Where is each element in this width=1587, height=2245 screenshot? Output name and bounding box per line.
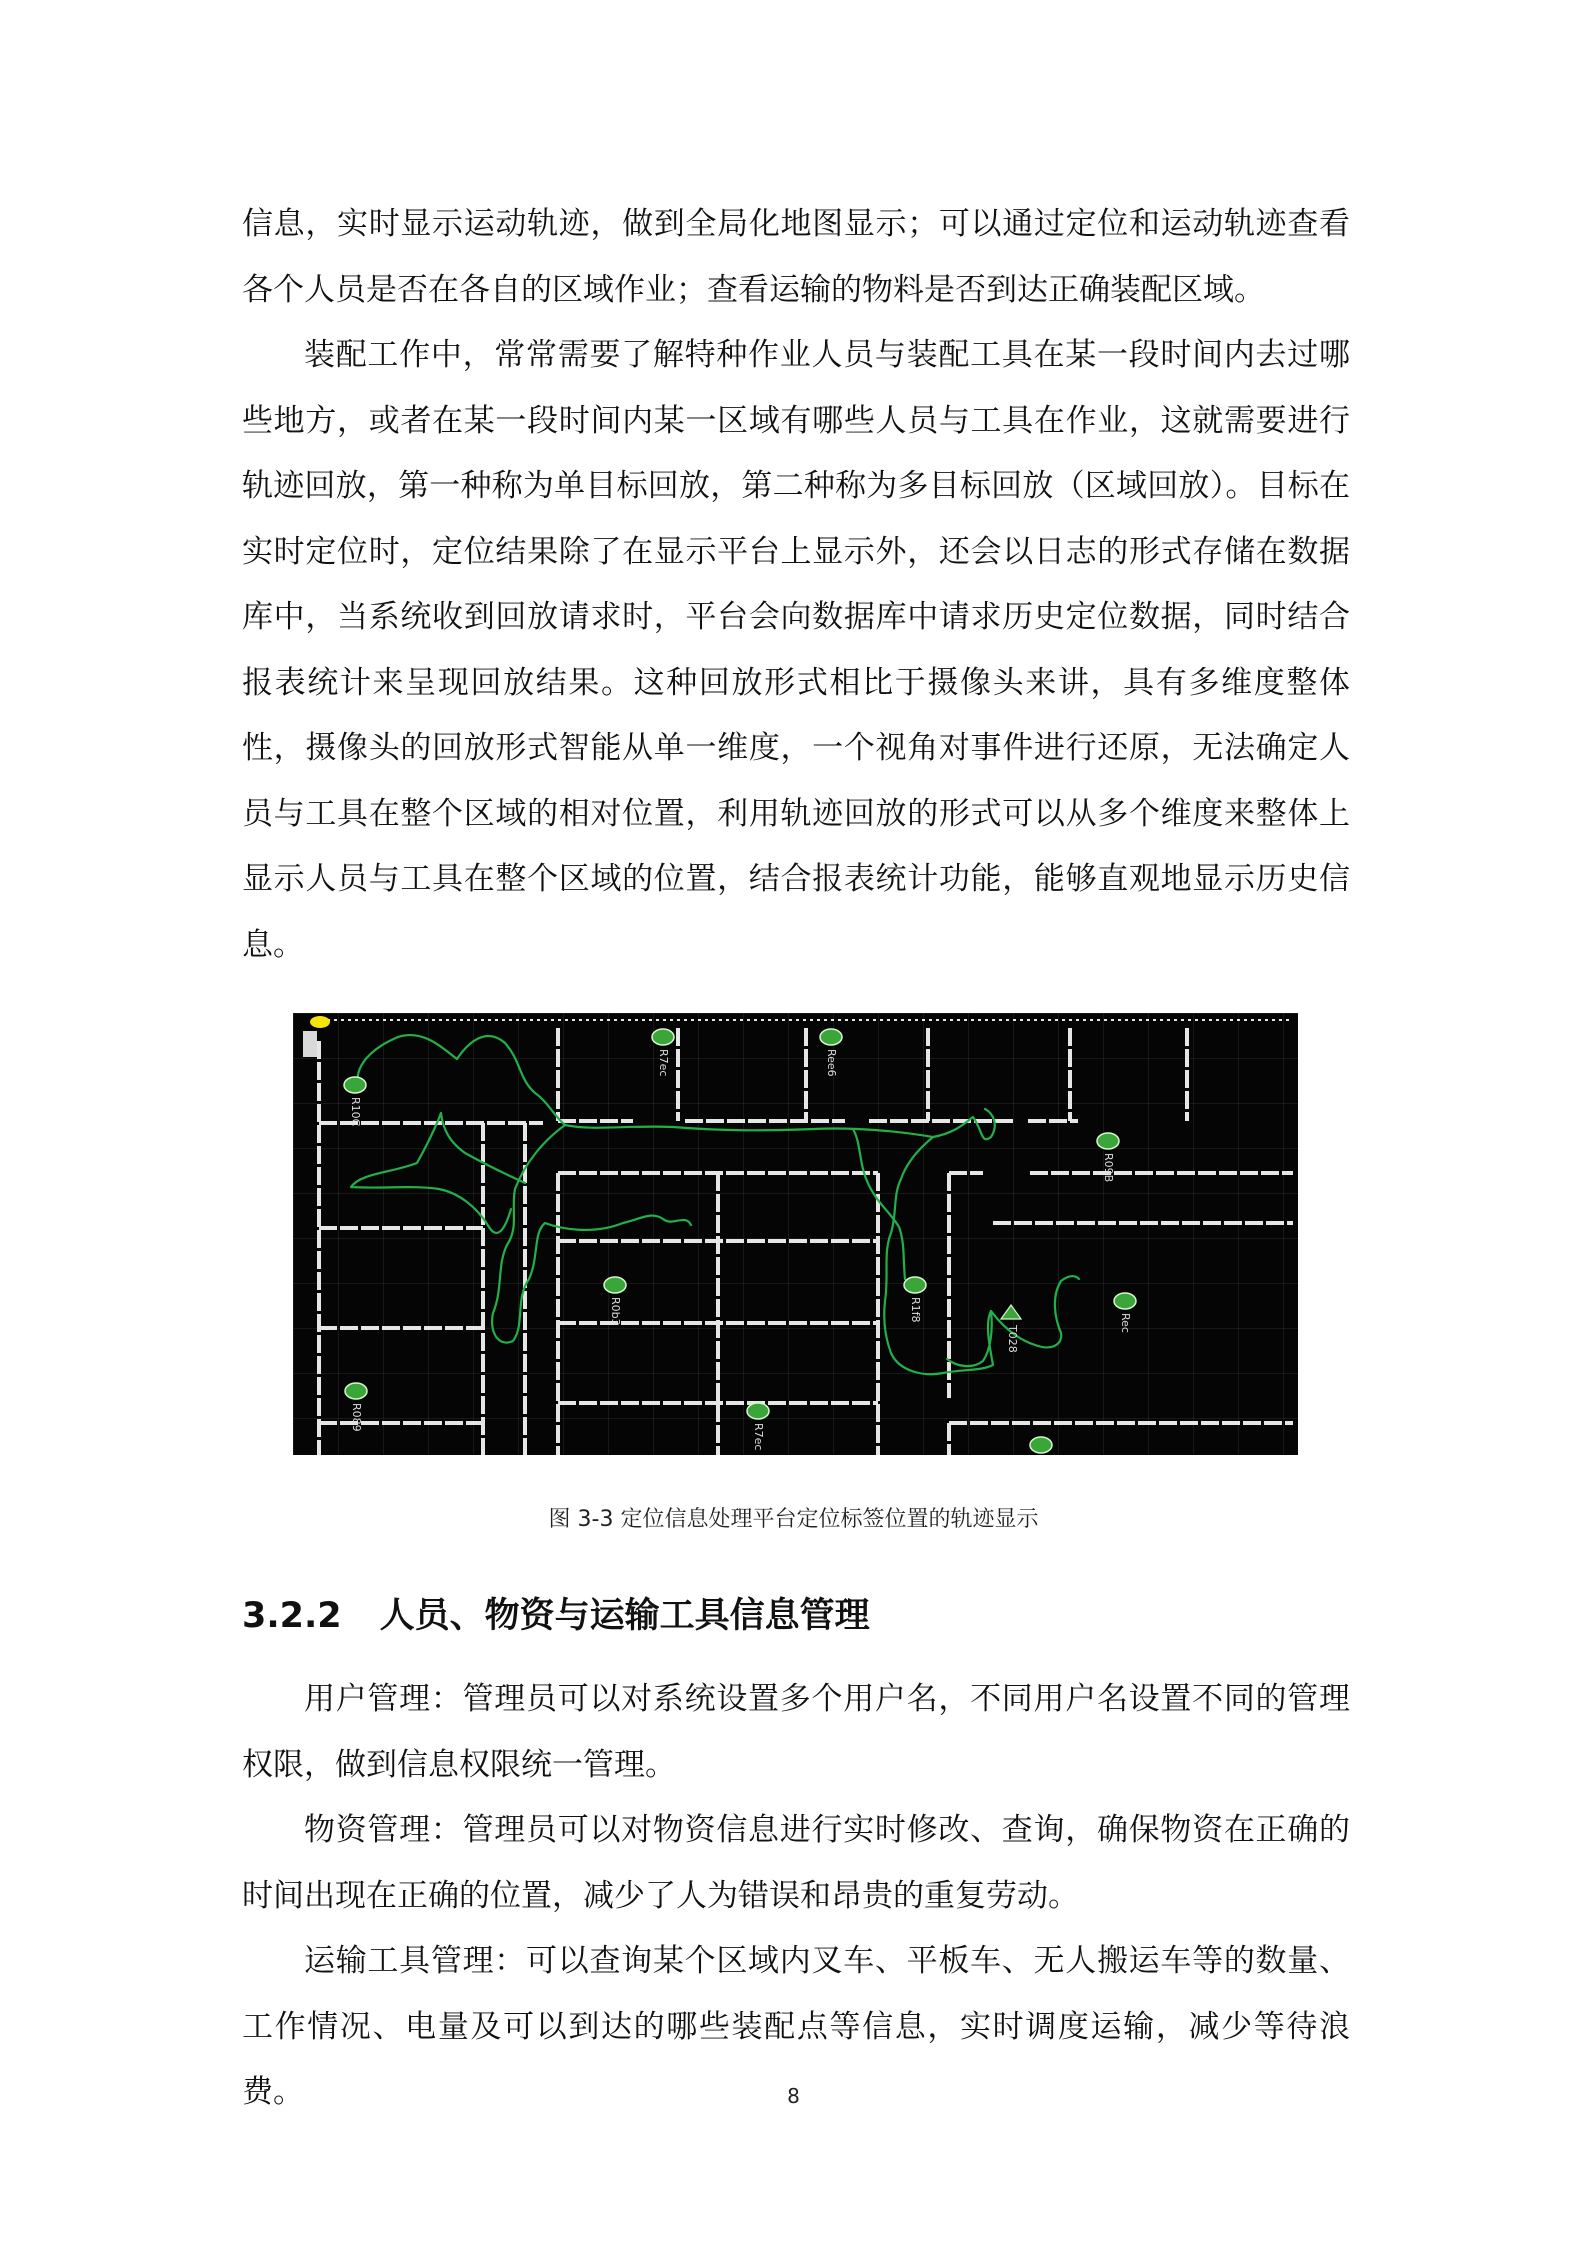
- page-number: 8: [787, 2084, 800, 2108]
- track-display-figure: [293, 1013, 1298, 1455]
- anchor-dot: [652, 1029, 674, 1045]
- origin-scale-bar: [303, 1031, 317, 1057]
- anchor-dot: [1030, 1437, 1052, 1453]
- paragraph-vehicle-management: 运输工具管理：可以查询某个区域内叉车、平板车、无人搬运车等的数量、工作情况、电量及可以到达的哪些装配点等信息，实时调度运输，减少等待浪费。: [242, 1943, 1350, 2110]
- anchor-label: R7ec: [752, 1423, 765, 1451]
- anchor-label: Ree6: [825, 1049, 838, 1077]
- anchor-node: [1030, 1437, 1052, 1453]
- floor-map: [293, 1013, 1298, 1455]
- paragraph-material-management: 物资管理：管理员可以对物资信息进行实时修改、查询，确保物资在正确的时间出现在正确的位置，减少了人为错误和昂贵的重复劳动。: [242, 1812, 1350, 1914]
- anchor-label: R7ec: [657, 1049, 670, 1077]
- anchor-label: R089: [350, 1403, 363, 1432]
- section-heading: [242, 1592, 870, 1640]
- anchor-dot: [747, 1403, 769, 1419]
- map-grid: [293, 1013, 1298, 1455]
- paragraph-user-management: 用户管理：管理员可以对系统设置多个用户名，不同用户名设置不同的管理权限，做到信息权限统一管理。: [242, 1681, 1350, 1783]
- figure-caption: 图 3-3 定位信息处理平台定位标签位置的轨迹显示: [548, 1507, 1039, 1532]
- anchor-label: Rec: [1119, 1313, 1132, 1333]
- anchor-dot: [904, 1277, 926, 1293]
- tag-label: T028: [1006, 1325, 1019, 1353]
- anchor-label: R0b3: [609, 1297, 622, 1326]
- section-title: 人员、物资与运输工具信息管理: [379, 1596, 870, 1636]
- origin-marker: [310, 1016, 330, 1028]
- paragraph-continued: 信息，实时显示运动轨迹，做到全局化地图显示；可以通过定位和运动轨迹查看各个人员是否在各自的区域作业；查看运输的物料是否到达正确装配区域。: [242, 206, 1350, 308]
- anchor-dot: [820, 1029, 842, 1045]
- paragraph-track-replay: 装配工作中，常常需要了解特种作业人员与装配工具在某一段时间内去过哪些地方，或者在某一段时间内某一区域有哪些人员与工具在作业，这就需要进行轨迹回放，第一种称为单目标回放，第二种称为多目标回放（区域回放）。目标在实时定位时，定位结果除了在显示平台上显示外，还会以日志的形式存储在数据库中，当系统收到回放请求时，平台会向数据库中请求历史定位数据，同时结合报表统计来呈现回放结果。这种回放形式相比于摄像头来讲，具有多维度整体性，摄像头的回放形式智能从单一维度，一个视角对事件进行还原，无法确定人员与工具在整个区域的相对位置，利用轨迹回放的形式可以从多个维度来整体上显示人员与工具在整个区域的位置，结合报表统计功能，能够直观地显示历史信息。: [242, 337, 1350, 963]
- anchor-dot: [1114, 1293, 1136, 1309]
- section-number: 3.2.2: [242, 1596, 342, 1636]
- anchor-label: R1f8: [909, 1297, 922, 1323]
- anchor-dot: [1097, 1133, 1119, 1149]
- anchor-dot: [344, 1077, 366, 1093]
- anchor-dot: [345, 1383, 367, 1399]
- anchor-label: R09B: [1102, 1153, 1115, 1183]
- anchor-dot: [604, 1277, 626, 1293]
- anchor-label: R10C: [349, 1097, 362, 1127]
